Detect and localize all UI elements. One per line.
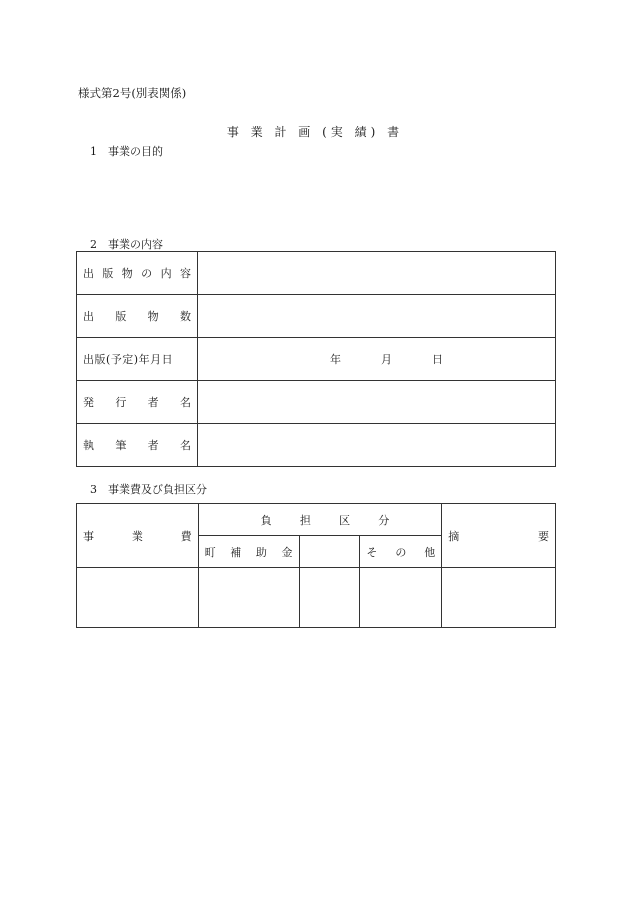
header-cost-share [198,504,442,536]
table-row [77,295,556,338]
table-row [77,424,556,467]
label-text: 摘 要 [448,529,549,543]
label-text: 町 補 助 金 [204,545,293,559]
cell-other[interactable] [360,568,442,628]
label-publication-content [77,252,198,295]
cell-town-subsidy[interactable] [198,568,299,628]
label-text: 事 業 費 [83,529,192,543]
label-publication-count [77,295,198,338]
section-heading-content: 2 事業の内容 [90,238,163,251]
label-text: 執 筆 者 名 [83,439,191,452]
table-row [77,504,556,536]
header-remarks [442,504,556,568]
header-town-subsidy [198,536,299,568]
section-heading-purpose: 1 事業の目的 [90,145,163,158]
header-other [360,536,442,568]
cost-share-table [76,503,556,628]
month-label: 月 [381,353,392,366]
value-publisher[interactable] [198,381,556,424]
label-text: 負 担 区 分 [260,513,390,527]
year-label: 年 [330,353,341,366]
label-text: そ の 他 [366,545,436,559]
label-publication-date-text: 出版(予定)年月日 [83,353,174,366]
label-text: 出 版 物 数 [83,310,191,323]
value-publication-count[interactable] [198,295,556,338]
label-text: 発 行 者 名 [83,396,191,409]
form-number: 様式第2号(別表関係) [78,86,187,100]
header-blank [299,536,360,568]
cell-remarks[interactable] [442,568,556,628]
business-content-table [76,251,556,467]
table-row [77,338,556,381]
value-publication-content[interactable] [198,252,556,295]
label-publisher [77,381,198,424]
label-publication-date [77,338,198,381]
value-publication-date[interactable] [198,338,556,381]
cell-cost[interactable] [77,568,199,628]
label-author [77,424,198,467]
document-title: 事 業 計 画 (実 績) 書 [226,125,404,139]
label-text: 出 版 物 の 内 容 [83,267,191,280]
day-label: 日 [432,353,443,366]
table-row [77,568,556,628]
header-cost [77,504,199,568]
cell-blank[interactable] [299,568,360,628]
table-row [77,381,556,424]
value-author[interactable] [198,424,556,467]
section-heading-cost: 3 事業費及び負担区分 [90,483,207,496]
table-row [77,252,556,295]
